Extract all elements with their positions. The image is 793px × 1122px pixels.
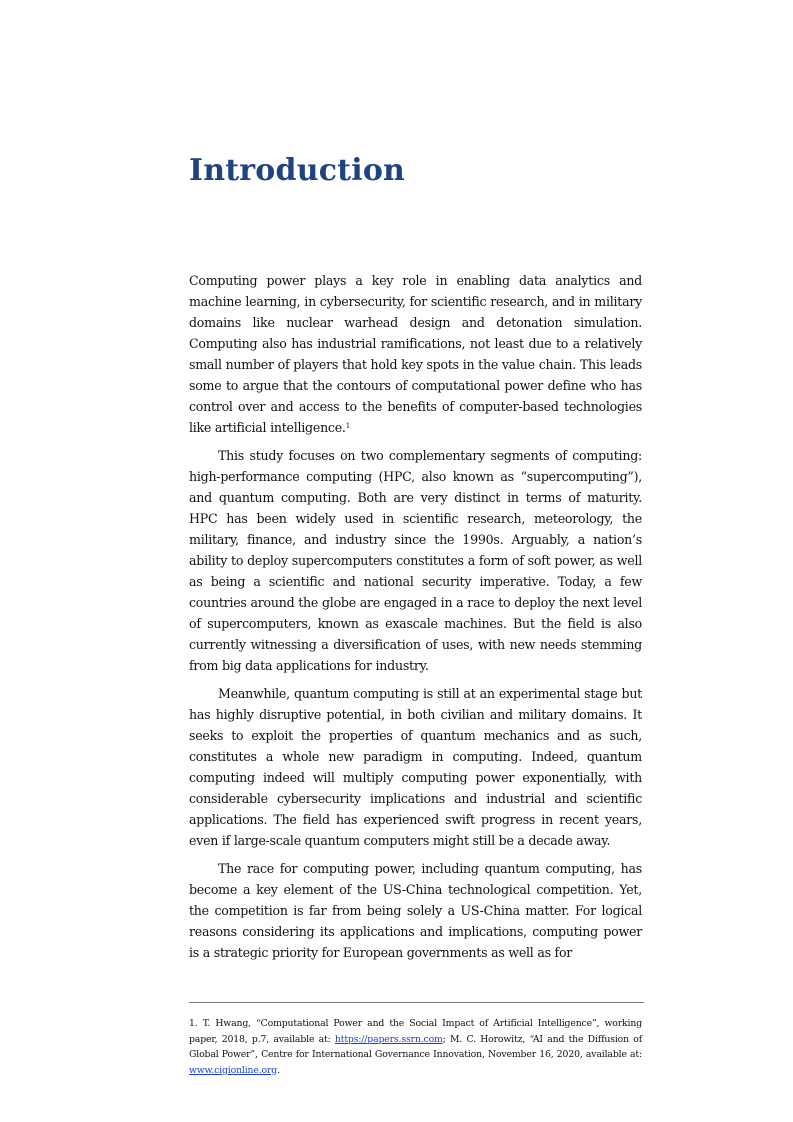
body-text: [189, 270, 642, 970]
footnote-text-2: ; M. C. Horowitz, “AI and the Diffusion of Global Power”, Centre for International Governance Innovation, November 16, 2020, available at:: [189, 1033, 642, 1060]
paragraph-1: [189, 270, 642, 438]
section-heading: Introduction: [189, 153, 406, 188]
footnote-link-cigi[interactable]: www.cigionline.org: [189, 1064, 278, 1076]
paragraph-2: This study focuses on two complementary segments of computing: high-performance computing (HPC, also known as “supercomputing”), and quantum computing. Both are very distinct in terms of maturity. HPC has been widely used in scientific research, meteorology, the military, finance, and industry since the 1990s. Arguably, a nation’s ability to deploy supercomputers constitutes a form of soft power, as well as being a scientific and national security imperative. Today, a few countries around the globe are engaged in a race to deploy the next level of supercomputers, known as exascale machines. But the field is also currently witnessing a diversification of uses, with new needs stemming from big data applications for industry.: [189, 448, 642, 673]
paragraph-4: The race for computing power, including quantum computing, has become a key element of the US-China technological competition. Yet, the competition is far from being solely a US-China matter. For logical reasons considering its applications and implications, computing power is a strategic priority for European governments as well as for: [189, 861, 642, 960]
footnote-divider: [189, 1002, 644, 1003]
footnote-number: 1.: [189, 1018, 198, 1029]
footnote-text-3: .: [277, 1064, 280, 1076]
paragraph-3: Meanwhile, quantum computing is still at an experimental stage but has highly disruptive potential, in both civilian and military domains. It seeks to exploit the properties of quantum mechanics and as such, constitutes a whole new paradigm in computing. Indeed, quantum computing indeed will multiply computing power exponentially, with considerable cybersecurity implications and industrial and scientific applications. The field has experienced swift progress in recent years, even if large-scale quantum computers might still be a decade away.: [189, 686, 642, 848]
paragraph-1-text: Computing power plays a key role in enabling data analytics and machine learning, in cybersecurity, for scientific research, and in military domains like nuclear warhead design and detonation simulation. Computing also has industrial ramifications, not least due to a relatively small number of players that hold key spots in the value chain. This leads some to argue that the contours of computational power define who has control over and access to the benefits of computer-based technologies like artificial intelligence.: [189, 273, 642, 435]
footnote: [189, 1016, 642, 1078]
footnote-text-1: T. Hwang, “Computational Power and the Social Impact of Artificial Intelligence”, working paper, 2018, p.7, available at:: [189, 1018, 642, 1045]
footnote-reference[interactable]: 1: [345, 422, 350, 430]
footnote-link-ssrn[interactable]: https://papers.ssrn.com: [334, 1033, 443, 1045]
